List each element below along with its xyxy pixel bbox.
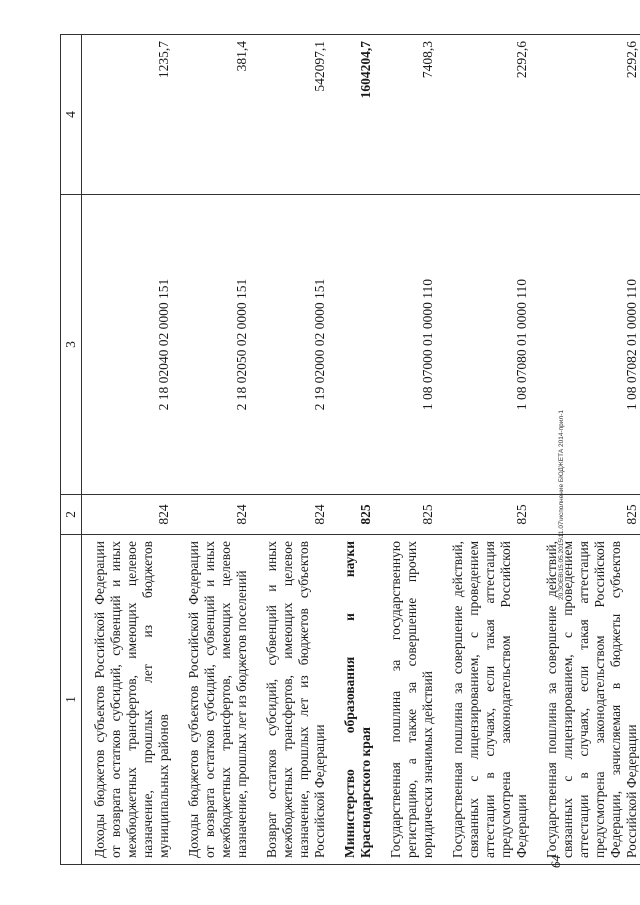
row-kbk: 1 08 07082 01 0000 110 <box>534 195 640 495</box>
row-kbk <box>332 195 378 495</box>
page-number: 64 <box>548 855 563 868</box>
rotated-sheet <box>60 35 639 865</box>
table-row-ministry <box>332 35 378 865</box>
footer-file-path: 20.ЗОЕВ\15.05.2015\11.07\исполнение БЮДЖЕТА 2014-прил-1 <box>558 409 565 600</box>
row-code: 825 <box>378 495 440 535</box>
table-row <box>82 35 177 865</box>
row-name: Государственная пошлина за совершение действий, связанных с лицензированием, с проведением аттестации в случаях, если такая аттестация предусмотрена законодательством Российской Федерации, зачисляемая в бюджеты субъектов Российской Федерации <box>534 535 640 865</box>
row-name: Государственная пошлина за государственную регистрацию, а также за совершение прочих юридически значимых действий <box>378 535 440 865</box>
table-row <box>254 35 332 865</box>
row-amount: 381,4 <box>176 35 254 195</box>
header-col-4: 4 <box>61 35 82 195</box>
row-amount: 542097,1 <box>254 35 332 195</box>
row-name: Доходы бюджетов субъектов Российской Федерации от возврата остатков субсидий, субвенций и иных межбюджетных трансфертов, имеющих целевое назначение, прошлых лет из бюджетов поселений <box>176 535 254 865</box>
row-amount: 2292,6 <box>440 35 534 195</box>
row-kbk: 1 08 07080 01 0000 110 <box>440 195 534 495</box>
row-code: 824 <box>254 495 332 535</box>
row-code: 824 <box>176 495 254 535</box>
row-amount: 1235,7 <box>82 35 177 195</box>
header-col-2: 2 <box>61 495 82 535</box>
row-name: Доходы бюджетов субъектов Российской Федерации от возврата остатков субсидий, субвенций и иных межбюджетных трансфертов, имеющих целевое назначение, прошлых лет из бюджетов муниципальных районов <box>82 535 177 865</box>
row-kbk: 2 19 02000 02 0000 151 <box>254 195 332 495</box>
row-name: Возврат остатков субсидий, субвенций и иных межбюджетных трансфертов, имеющих целевое назначение, прошлых лет из бюджетов субъектов Российской Федерации <box>254 535 332 865</box>
row-code: 824 <box>82 495 177 535</box>
header-col-3: 3 <box>61 195 82 495</box>
row-kbk: 2 18 02050 02 0000 151 <box>176 195 254 495</box>
table-row <box>534 35 640 865</box>
row-code: 825 <box>440 495 534 535</box>
row-code: 825 <box>332 495 378 535</box>
revenue-table <box>60 34 640 865</box>
row-kbk: 2 18 02040 02 0000 151 <box>82 195 177 495</box>
row-code: 825 <box>534 495 640 535</box>
row-amount: 1604204,7 <box>332 35 378 195</box>
header-col-1: 1 <box>61 535 82 865</box>
row-amount: 2292,6 <box>534 35 640 195</box>
row-amount: 7408,3 <box>378 35 440 195</box>
table-row <box>176 35 254 865</box>
header-row <box>61 35 82 865</box>
row-name: Государственная пошлина за совершение действий, связанных с лицензированием, с проведением аттестации в случаях, если такая аттестация предусмотрена законодательством Российской Федерации <box>440 535 534 865</box>
row-kbk: 1 08 07000 01 0000 110 <box>378 195 440 495</box>
row-name: Министерство образования и науки Краснодарского края <box>332 535 378 865</box>
table-row <box>378 35 440 865</box>
table-row <box>440 35 534 865</box>
